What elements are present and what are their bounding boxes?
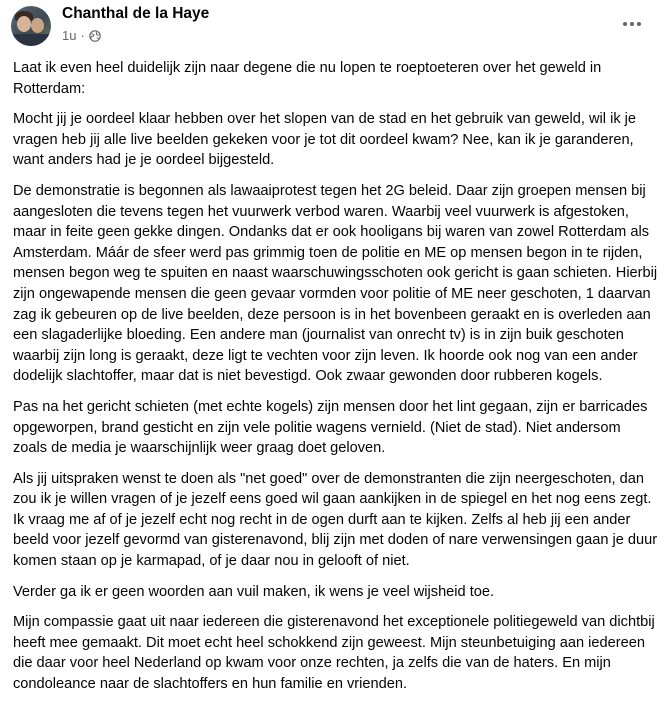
post-paragraph: Pas na het gericht schieten (met echte kogels) zijn mensen door het lint gegaan, zijn er barricades opgeworpen, brand gesticht en zijn vele politie wagens vernield. (Niet de stad). Niet andersom zoals de media je waarschijnlijk weer graag doet geloven. xyxy=(13,398,648,457)
globe-icon[interactable] xyxy=(89,30,101,42)
post-body xyxy=(13,58,658,705)
post-paragraph: Mocht jij je oordeel klaar hebben over het slopen van de stad en het gebruik van geweld, wil ik je vragen heb jij alle live beelden gekeken voor je tot dit oordeel kwam? Nee, kan ik je garanderen, want anders had je je oordeel bijgesteld. xyxy=(13,111,637,169)
post-paragraph: De demonstratie is begonnen als lawaaiprotest tegen het 2G beleid. Daar zijn groepen mensen bij aangesloten die tevens tegen het vuurwerk verbod waren. Waarbij veel vuurwerk is afgestoken, maar in feite geen gekke dingen. Ondanks dat er ook hooligans bij waren van zowel Rotterdam als Amsterdam. Máár de sfeer werd pas grimmig toen de politie en ME op mensen begon in te rijden, mensen begon weg te spuiten en naast waarschuwingsschoten ook gericht is gaan schieten. Hierbij zijn ongewapende mensen die geen gevaar vormden voor politie of ME neer geschoten, 1 daarvan zag ik gebeuren op de live beelden, deze persoon is in het bovenbeen geraakt en is overleden aan een slagaderlijke bloeding. Een andere man (journalist van onrecht tv) is in zijn buik geschoten waarbij zijn long is geraakt, deze ligt te vechten voor zijn leven. Ik hoorde ook nog van een ander dodelijk slachtoffer, maar dat is niet bevestigd. Ook zwaar gewonden door rubberen kogels. xyxy=(13,182,658,385)
meta-separator: · xyxy=(80,28,85,43)
post-paragraph: Mijn compassie gaat uit naar iedereen die gisterenavond het exceptionele politiegeweld van dichtbij heeft mee gemaakt. Dit moet echt heel schokkend zijn geweest. Mijn steunbetuiging aan iedereen die daar voor heel Nederland op kwam voor onze rechten, ja zelfs die van de haters. En mijn condoleance naar de slachtoffers en hun familie en vrienden. xyxy=(13,614,655,693)
more-options-icon[interactable] xyxy=(618,14,646,34)
post-header xyxy=(0,0,668,52)
post-timestamp[interactable]: 1u xyxy=(62,28,77,43)
post-paragraph: Verder ga ik er geen woorden aan vuil maken, ik wens je veel wijsheid toe. xyxy=(13,583,495,600)
author-name[interactable]: Chanthal de la Haye xyxy=(62,5,210,22)
post-meta xyxy=(62,28,101,43)
post-paragraph: Als jij uitspraken wenst te doen als "net goed" over de demonstranten die zijn neergeschoten, dan zou ik je willen vragen of je jezelf eens goed wil gaan aankijken in de spiegel en het nog eens zegt. Ik vraag me af of je jezelf echt nog recht in de ogen durft aan te kijken. Zelfs al heb jij een ander beeld voor jezelf gevormd van gisterenavond, blij zijn met doden of nare verwensingen gaan je duur komen staan op je karmapad, of je daar nou in gelooft of niet. xyxy=(13,470,658,570)
avatar[interactable] xyxy=(11,6,51,46)
post-paragraph: Laat ik even heel duidelijk zijn naar degene die nu lopen te roeptoeteren over het geweld in Rotterdam: xyxy=(13,60,602,97)
